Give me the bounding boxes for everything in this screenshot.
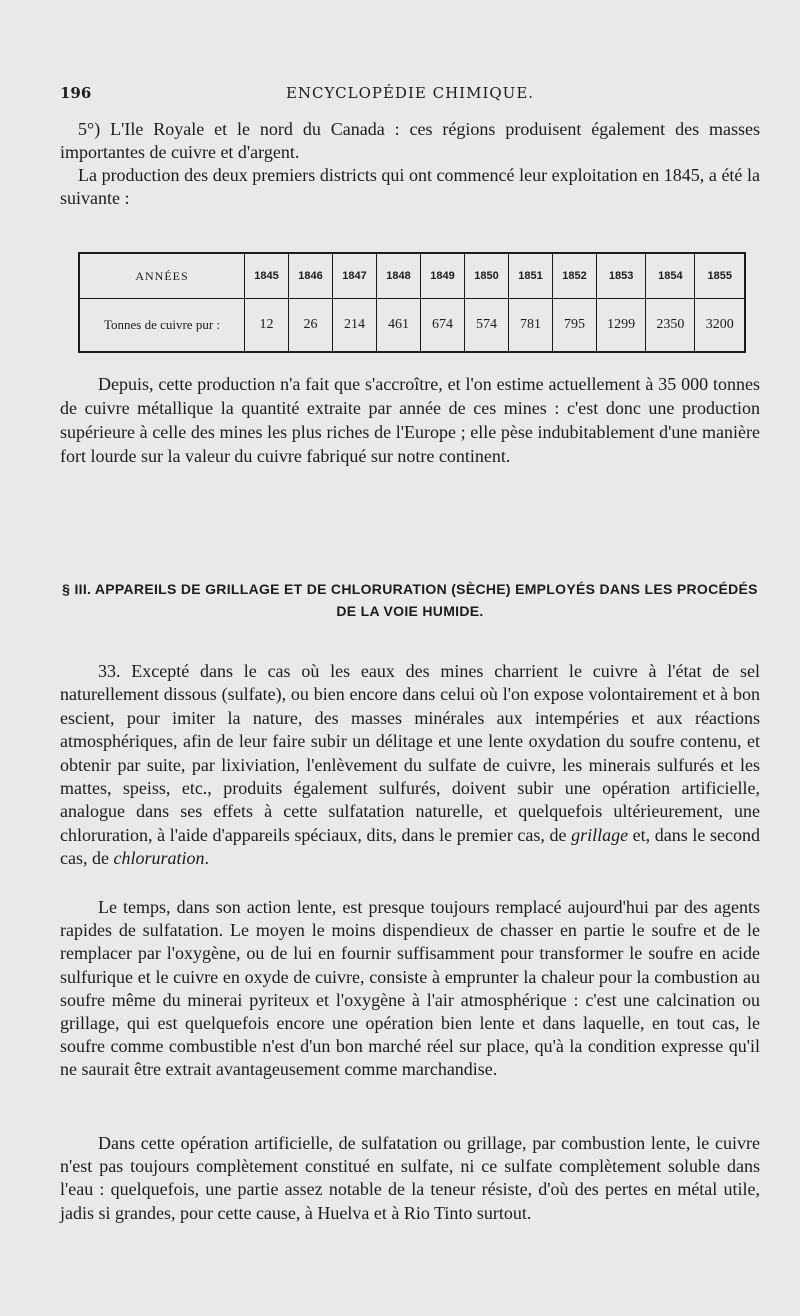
year-cell: 1854 xyxy=(646,253,695,299)
value-cell: 2350 xyxy=(646,299,695,353)
paragraph-34: Le temps, dans son action lente, est presque toujours remplacé aujourd'hui par des agents rapides de sulfatation. Le moyen le moins dispendieux de chasser en partie le soufre et de le remplacer par l'oxygène, ou de lui en fournir suffisamment pour transformer le soufre en acide sulfurique et le cuivre en oxyde de cuivre, consiste à emprunter la chaleur pour la combustion au soufre même du minerai pyriteux et l'oxygène à l'air atmosphérique : c'est une calcination ou grillage, qui est quelquefois encore une opération bien lente et dans laquelle, en tout cas, le soufre comme combustible n'est d'un bon marché réel sur place, qu'à la condition expresse qu'il ne saurait être extrait avantageusement comme marchandise. xyxy=(60,897,760,1080)
paragraph-35: Dans cette opération artificielle, de sulfatation ou grillage, par combustion lente, le cuivre n'est pas toujours complètement constitué en sulfate, ni ce sulfate complètement soluble dans l'eau : quelquefois, une partie assez notable de la teneur résiste, d'où des pertes en métal utile, jadis si grandes, pour cette cause, à Huelva et à Rio Tinto surtout. xyxy=(60,1133,760,1223)
year-cell: 1848 xyxy=(377,253,421,299)
year-cell: 1846 xyxy=(289,253,333,299)
year-cell: 1850 xyxy=(465,253,509,299)
intro-paragraph-1: 5°) L'Ile Royale et le nord du Canada : ces régions produisent également des masses importantes de cuivre et d'argent. xyxy=(60,119,760,162)
table-row-label: Tonnes de cuivre pur : xyxy=(79,299,245,353)
value-cell: 26 xyxy=(289,299,333,353)
term-chloruration: chloruration xyxy=(113,848,205,869)
table-header-label: ANNÉES xyxy=(79,253,245,299)
year-cell: 1855 xyxy=(695,253,745,299)
value-cell: 461 xyxy=(377,299,421,353)
running-title: ENCYCLOPÉDIE CHIMIQUE. xyxy=(285,84,535,102)
year-cell: 1853 xyxy=(597,253,646,299)
term-grillage: grillage xyxy=(571,824,629,845)
value-cell: 574 xyxy=(465,299,509,353)
section-heading: § III. APPAREILS DE GRILLAGE ET DE CHLORURATION (SÈCHE) EMPLOYÉS DANS LES PROCÉDÉS DE LA VOIE HUMIDE. xyxy=(62,581,758,619)
paragraph-33-text: 33. Excepté dans le cas où les eaux des mines charrient le cuivre à l'état de sel naturellement dissous (sulfate), ou bien encore dans celui où l'on expose volontairement et à bon escient, pour imiter la nature, des masses minérales aux intempéries et aux réactions atmosphériques, afin de leur faire subir un délitage et une lente oxydation du soufre contenu, et obtenir par suite, par lixiviation, l'enlèvement du sulfate de cuivre, les minerais sulfurés et les mattes, speiss, etc., produits également sulfurés, doivent subir une opération artificielle, analogue dans ses effets à cette sulfatation naturelle, et quelquefois ultérieurement, une chloruration, à l'aide d'appareils spéciaux, dits, dans le premier cas, de xyxy=(60,661,760,845)
value-cell: 12 xyxy=(245,299,289,353)
value-cell: 3200 xyxy=(695,299,745,353)
paragraph-33-mid: et, dans le second cas, de xyxy=(60,824,760,869)
table-data-row xyxy=(79,299,745,353)
year-cell: 1847 xyxy=(333,253,377,299)
paragraph-33 xyxy=(60,660,760,871)
paragraph-after-table: Depuis, cette production n'a fait que s'accroître, et l'on estime actuellement à 35 000 tonnes de cuivre métallique la quantité extraite par année de ces mines : c'est donc une production supérieure à celle des mines les plus riches de l'Europe ; elle pèse indubitablement d'une manière fort lourde sur la valeur du cuivre fabriqué sur notre continent. xyxy=(60,374,760,466)
paragraph-33-end: . xyxy=(204,848,209,869)
page-header xyxy=(60,84,760,108)
year-cell: 1852 xyxy=(553,253,597,299)
intro-paragraph-2: La production des deux premiers districts qui ont commencé leur exploitation en 1845, a été la suivante : xyxy=(60,165,760,208)
table-header-row xyxy=(79,253,745,299)
page-number: 196 xyxy=(60,84,92,102)
value-cell: 214 xyxy=(333,299,377,353)
year-cell: 1851 xyxy=(509,253,553,299)
copper-production-table xyxy=(78,252,746,353)
value-cell: 781 xyxy=(509,299,553,353)
value-cell: 674 xyxy=(421,299,465,353)
year-cell: 1849 xyxy=(421,253,465,299)
year-cell: 1845 xyxy=(245,253,289,299)
value-cell: 1299 xyxy=(597,299,646,353)
value-cell: 795 xyxy=(553,299,597,353)
